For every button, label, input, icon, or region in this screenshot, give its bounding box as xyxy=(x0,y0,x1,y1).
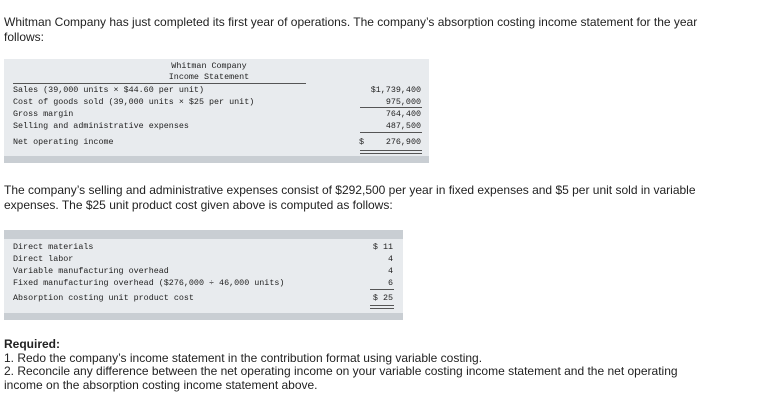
row-value: 764,400 xyxy=(385,109,421,119)
row-label: Sales (39,000 units × $44.60 per unit) xyxy=(13,85,204,95)
expenses-line-2: expenses. The $25 unit product cost given above is computed as follows: xyxy=(4,197,393,212)
row-label: Gross margin xyxy=(13,109,74,119)
table-bottom-bar xyxy=(4,313,403,320)
total-rule xyxy=(360,132,422,133)
table-row xyxy=(4,85,429,95)
expenses-line-1: The company’s selling and administrative expenses consist of $292,500 per year in fixed expenses and $5 per unit sold in variable xyxy=(4,183,696,197)
unit-cost-table xyxy=(4,230,403,320)
subtotal-rule xyxy=(370,289,394,290)
row-label: Cost of goods sold (39,000 units × $25 per unit) xyxy=(13,97,255,107)
table-row xyxy=(4,266,403,276)
table-row xyxy=(4,97,429,107)
row-value: 4 xyxy=(387,266,393,276)
double-rule xyxy=(370,305,394,309)
table-row xyxy=(4,109,429,119)
header-rule xyxy=(13,83,306,84)
intro-line-1: Whitman Company has just completed its first year of operations. The company’s absorption costing income statement for the year xyxy=(4,15,698,29)
intro-paragraph xyxy=(4,15,756,44)
table-row xyxy=(4,242,403,252)
table-top-bar xyxy=(4,230,403,239)
table-bottom-bar xyxy=(4,156,429,163)
row-value: 276,900 xyxy=(385,137,421,147)
row-value: $ 25 xyxy=(372,293,393,303)
table-row xyxy=(4,293,403,303)
statement-title: Income Statement xyxy=(168,72,250,82)
row-label: Fixed manufacturing overhead ($276,000 ÷ 46,000 units) xyxy=(13,278,285,288)
income-statement-table xyxy=(4,59,429,163)
table-row xyxy=(4,254,403,264)
row-label: Absorption costing unit product cost xyxy=(13,293,194,303)
company-name: Whitman Company xyxy=(171,61,247,71)
row-value: 975,000 xyxy=(385,97,421,107)
table-row xyxy=(4,278,403,288)
required-heading: Required: xyxy=(4,337,61,351)
row-label: Direct materials xyxy=(13,242,94,252)
double-rule xyxy=(360,150,422,154)
currency-sign: $ xyxy=(359,137,365,147)
intro-line-2: follows: xyxy=(4,29,45,44)
row-label: Variable manufacturing overhead xyxy=(13,266,169,276)
table-row xyxy=(4,137,429,147)
row-value: $1,739,400 xyxy=(370,85,421,95)
row-label: Direct labor xyxy=(13,254,74,264)
row-value: $ 11 xyxy=(372,242,393,252)
row-label: Net operating income xyxy=(13,137,114,147)
required-item-2-continued: income on the absorption costing income statement above. xyxy=(4,377,318,392)
subtotal-rule xyxy=(360,107,422,108)
expenses-paragraph xyxy=(4,183,756,212)
required-section xyxy=(4,338,756,392)
required-item-1: 1. Redo the company’s income statement in the contribution format using variable costing. xyxy=(4,350,483,365)
required-item-2: 2. Reconcile any difference between the net operating income on your variable costing income statement and the net operating xyxy=(4,364,678,378)
row-value: 487,500 xyxy=(385,121,421,131)
table-row xyxy=(4,121,429,131)
row-value: 6 xyxy=(387,278,393,288)
row-label: Selling and administrative expenses xyxy=(13,121,189,131)
row-value: 4 xyxy=(387,254,393,264)
